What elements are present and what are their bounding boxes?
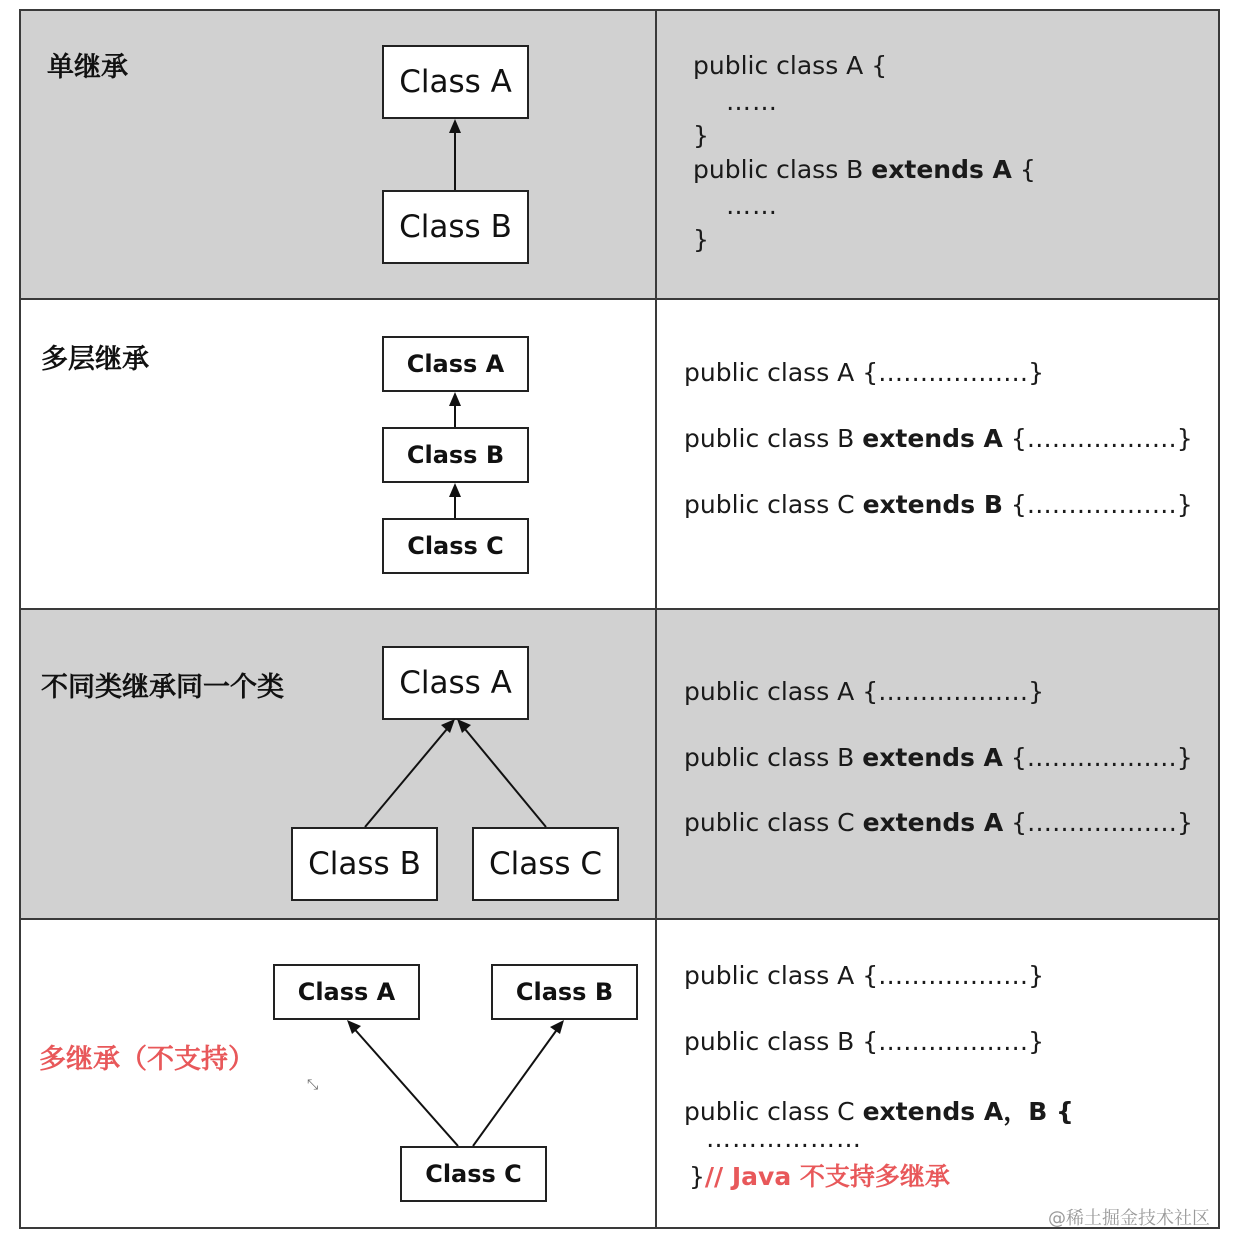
row-label: 不同类继承同一个类 [41,672,284,703]
class-a-box: Class A [382,646,529,720]
code-line: public class A {………………} [684,961,1045,990]
table-border [19,9,1220,1229]
code-line: public class A {………………} [684,677,1045,706]
code-line: }// Java 不支持多继承 [689,1162,950,1191]
class-c-box: Class C [472,827,619,901]
class-a-box: Class A [382,45,529,119]
code-line: public class B {………………} [684,1027,1045,1056]
class-b-box: Class B [382,427,529,483]
code-line: public class B extends A {………………} [684,424,1193,453]
code-line: public class A {………………} [684,358,1045,387]
code-line: ……………… [706,1124,862,1153]
class-b-box: Class B [382,190,529,264]
resize-cursor-icon: ⤡ [307,1077,319,1093]
class-b-box: Class B [491,964,638,1020]
inheritance-table [19,9,1220,1229]
row-label: 多继承（不支持） [39,1044,255,1075]
code-line: public class C extends B {………………} [684,490,1193,519]
code-line: } [693,121,709,150]
code-line: …… [726,191,778,220]
code-line: } [693,225,709,254]
class-b-box: Class B [291,827,438,901]
code-line: public class C extends A {………………} [684,808,1193,837]
row-label: 多层继承 [41,344,149,375]
code-line: …… [726,87,778,116]
code-line: public class A { [693,51,888,80]
watermark: @稀土掘金技术社区 [1048,1208,1210,1229]
row-label: 单继承 [47,52,128,83]
class-a-box: Class A [273,964,420,1020]
class-a-box: Class A [382,336,529,392]
class-c-box: Class C [400,1146,547,1202]
code-line: public class C extends A，B { [684,1097,1074,1126]
code-line: public class B extends A {………………} [684,743,1193,772]
class-c-box: Class C [382,518,529,574]
code-line: public class B extends A { [693,155,1036,184]
